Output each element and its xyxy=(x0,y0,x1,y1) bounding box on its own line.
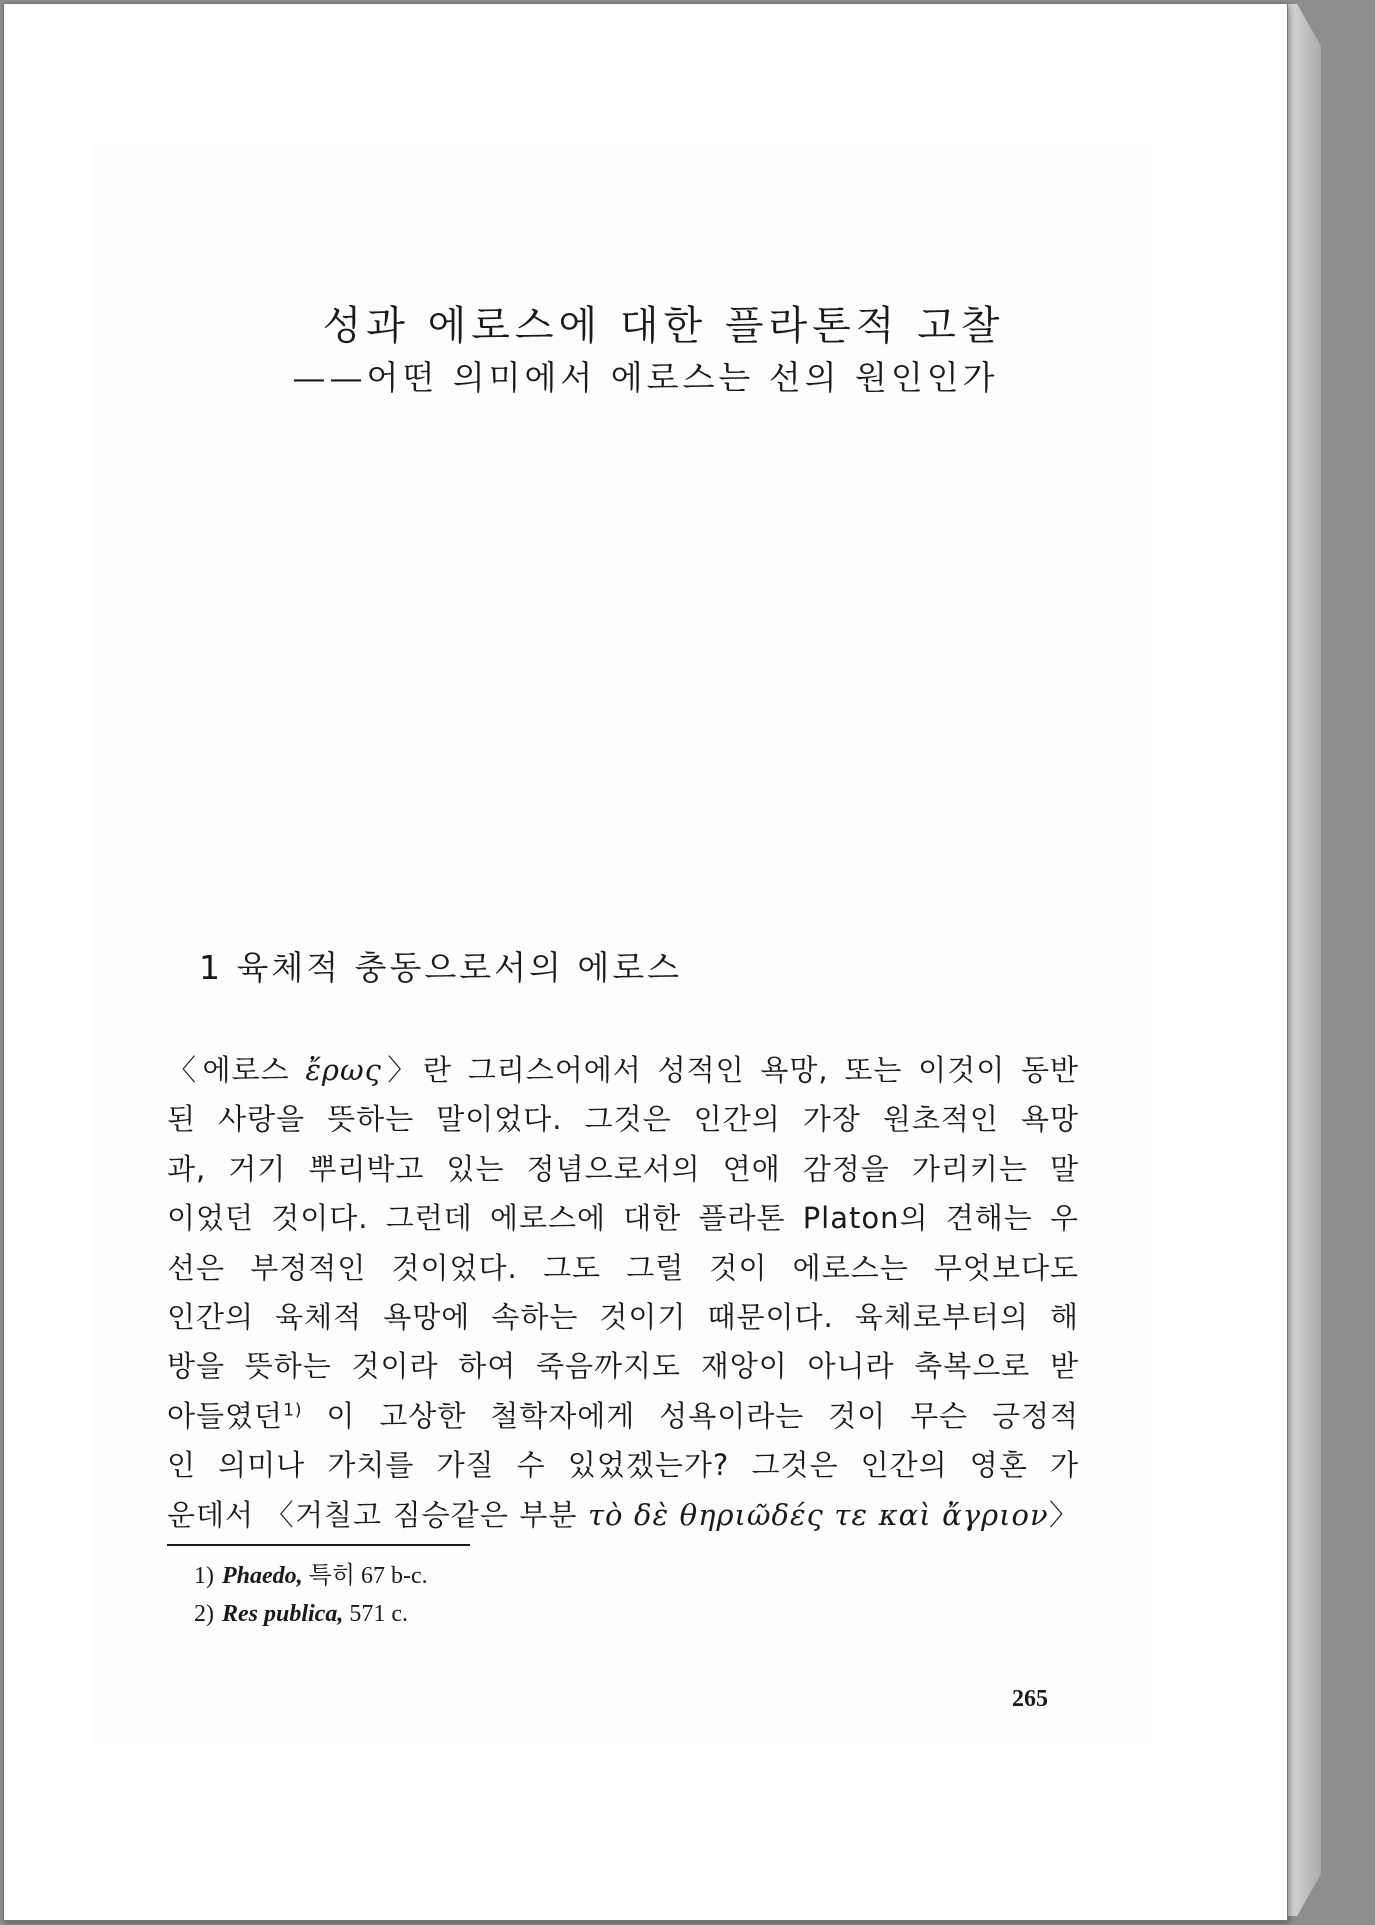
body-line: 운데서 〈거칠고 짐승같은 부분 τὸ δὲ θηριῶδές τε καὶ ἄγριον〉 xyxy=(167,1497,1079,1532)
body-line: 선은 부정적인 것이었다. 그도 그럴 것이 에로스는 무엇보다도 xyxy=(167,1250,1079,1285)
footnote-rule xyxy=(167,1544,470,1546)
body-line: 아들였던$^{1)}$ 이 고상한 철학자에게 성욕이라는 것이 무슨 긍정적 xyxy=(167,1398,1079,1433)
body-line: 이었던 것이다. 그런데 에로스에 대한 플라톤 Platon의 견해는 우 xyxy=(167,1201,1079,1236)
footnotes xyxy=(194,1557,428,1633)
footnote xyxy=(194,1557,428,1595)
footnote-work: Phaedo, xyxy=(222,1563,303,1589)
book-page xyxy=(3,3,1288,1921)
title-block xyxy=(4,302,1287,400)
section-heading: 1 육체적 충동으로서의 에로스 xyxy=(199,948,683,987)
greek-term: τὸ δὲ θηριῶδές τε καὶ ἄγριον xyxy=(587,1497,1049,1532)
body-line: 〈에로스 ἔρως〉란 그리스어에서 성적인 욕망, 또는 이것이 동반 xyxy=(167,1053,1079,1087)
footnote-marker: 1) xyxy=(283,1400,303,1421)
page-title: 성과 에로스에 대한 플라톤적 고찰 xyxy=(322,303,1005,349)
body-line: 인 의미나 가치를 가질 수 있었겠는가? 그것은 인간의 영혼 가 xyxy=(167,1448,1079,1483)
page-subtitle: ——어떤 의미에서 에로스는 선의 원인인가 xyxy=(292,358,999,397)
body-paragraph xyxy=(167,1046,1079,1540)
footnote-reference: 특히 67 b-c. xyxy=(302,1563,428,1589)
page-number: 265 xyxy=(1012,1686,1048,1712)
footnote-number: 1) xyxy=(194,1563,214,1589)
body-line: 방을 뜻하는 것이라 하여 죽음까지도 재앙이 아니라 축복으로 받 xyxy=(167,1349,1079,1384)
footnote-reference: 571 c. xyxy=(343,1601,408,1627)
footnote-number: 2) xyxy=(194,1601,214,1627)
body-line: 과, 거기 뿌리박고 있는 정념으로서의 연애 감정을 가리키는 말 xyxy=(167,1151,1079,1186)
greek-term: ἔρως xyxy=(305,1053,382,1087)
footnote-work: Res publica, xyxy=(222,1601,344,1627)
body-line: 인간의 육체적 욕망에 속하는 것이기 때문이다. 육체로부터의 해 xyxy=(167,1299,1079,1334)
body-line: 된 사랑을 뜻하는 말이었다. 그것은 인간의 가장 원초적인 욕망 xyxy=(167,1102,1079,1137)
footnote xyxy=(194,1595,428,1633)
